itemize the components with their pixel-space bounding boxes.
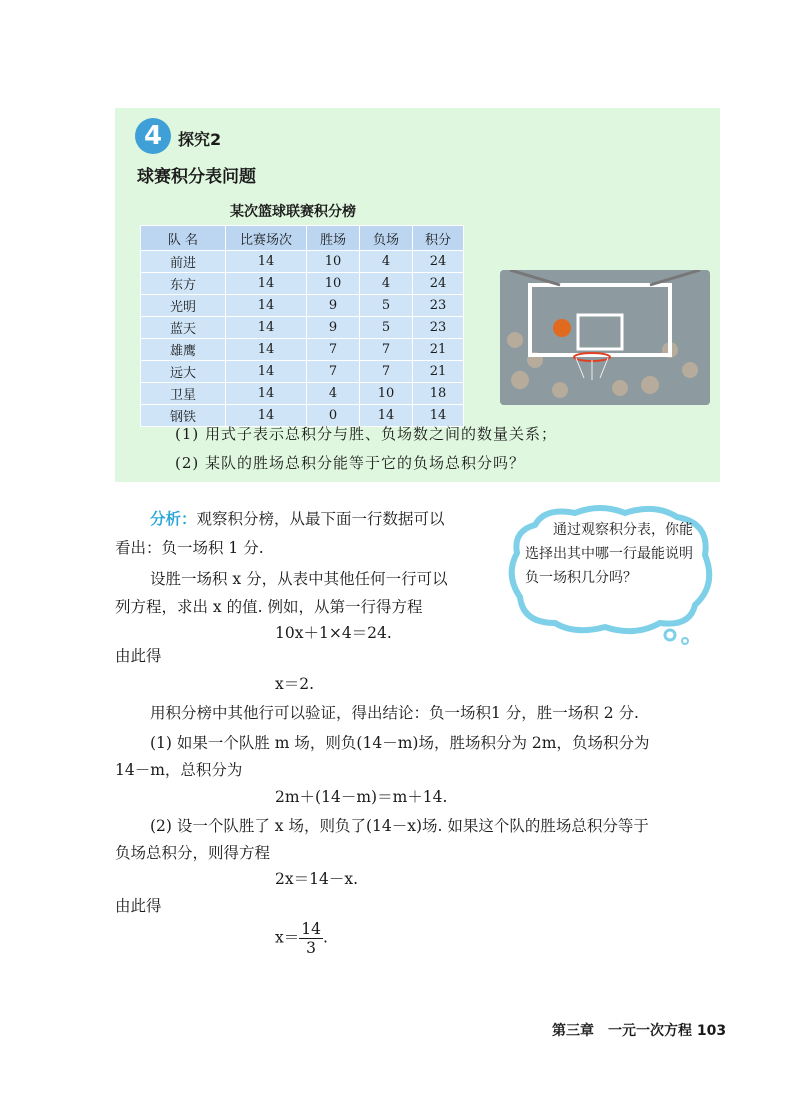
points-cell: 21 bbox=[413, 361, 464, 383]
assume-line-1: 设胜一场积 x 分，从表中其他任何一行可以 bbox=[150, 570, 448, 588]
assume-line-2: 列方程，求出 x 的值. 例如，从第一行得方程 bbox=[115, 598, 423, 616]
table-row bbox=[141, 295, 464, 317]
games-cell: 14 bbox=[226, 383, 307, 405]
games-cell: 14 bbox=[226, 273, 307, 295]
points-cell: 23 bbox=[413, 317, 464, 339]
losses-cell: 4 bbox=[360, 273, 413, 295]
equation-3: 2m＋(14－m)＝m＋14. bbox=[275, 788, 448, 806]
thus-2: 由此得 bbox=[115, 897, 162, 915]
eq5-lhs: x＝ bbox=[275, 928, 300, 947]
question-2: (2) 某队的胜场总积分能等于它的负场总积分吗？ bbox=[175, 454, 526, 472]
basketball-photo bbox=[500, 270, 710, 405]
header-wins: 胜场 bbox=[307, 226, 360, 251]
table-row bbox=[141, 361, 464, 383]
games-cell: 14 bbox=[226, 361, 307, 383]
thus-1: 由此得 bbox=[115, 647, 162, 665]
losses-cell: 14 bbox=[360, 405, 413, 427]
losses-cell: 7 bbox=[360, 361, 413, 383]
table-caption: 某次篮球联赛积分榜 bbox=[230, 204, 356, 220]
points-cell: 18 bbox=[413, 383, 464, 405]
losses-cell: 5 bbox=[360, 317, 413, 339]
explore-subtitle: 球赛积分表问题 bbox=[137, 167, 256, 187]
part2-line-2: 负场总积分，则得方程 bbox=[115, 844, 271, 862]
question-1: (1) 用式子表示总积分与胜、负场数之间的数量关系； bbox=[175, 425, 558, 443]
wins-cell: 7 bbox=[307, 361, 360, 383]
wins-cell: 10 bbox=[307, 251, 360, 273]
analysis-text: 观察积分榜，从最下面一行数据可以 bbox=[196, 510, 445, 528]
analysis-line-2: 看出：负一场积 1 分. bbox=[115, 539, 264, 557]
wins-cell: 7 bbox=[307, 339, 360, 361]
bubble-text: 通过观察积分表，你能选择出其中哪一行最能说明负一场积几分吗？ bbox=[525, 522, 693, 586]
header-losses: 负场 bbox=[360, 226, 413, 251]
fraction-denominator: 3 bbox=[306, 939, 317, 957]
games-cell: 14 bbox=[226, 317, 307, 339]
games-cell: 14 bbox=[226, 405, 307, 427]
page-footer: 第三章 一元一次方程 103 bbox=[552, 1023, 727, 1039]
points-cell: 23 bbox=[413, 295, 464, 317]
fraction-numerator: 14 bbox=[301, 920, 321, 938]
games-cell: 14 bbox=[226, 251, 307, 273]
explore-badge: 4 bbox=[135, 118, 171, 154]
team-cell: 钢铁 bbox=[141, 405, 226, 427]
part1-line-1: (1) 如果一个队胜 m 场，则负(14－m)场，胜场积分为 2m，负场积分为 bbox=[150, 734, 650, 752]
table-header-row bbox=[141, 226, 464, 251]
wins-cell: 4 bbox=[307, 383, 360, 405]
wins-cell: 9 bbox=[307, 317, 360, 339]
analysis-label: 分析： bbox=[150, 510, 197, 528]
team-cell: 卫星 bbox=[141, 383, 226, 405]
team-cell: 远大 bbox=[141, 361, 226, 383]
team-cell: 东方 bbox=[141, 273, 226, 295]
team-cell: 光明 bbox=[141, 295, 226, 317]
losses-cell: 7 bbox=[360, 339, 413, 361]
part1-line-2: 14－m，总积分为 bbox=[115, 761, 243, 779]
fraction bbox=[299, 920, 323, 957]
header-team: 队 名 bbox=[141, 226, 226, 251]
part2-line-1: (2) 设一个队胜了 x 场，则负了(14－x)场. 如果这个队的胜场总积分等于 bbox=[150, 817, 649, 835]
explore-label: 探究2 bbox=[178, 130, 222, 149]
eq5-end: . bbox=[322, 928, 328, 947]
games-cell: 14 bbox=[226, 295, 307, 317]
points-cell: 24 bbox=[413, 273, 464, 295]
equation-1: 10x＋1×4＝24. bbox=[275, 624, 392, 642]
equation-2: x＝2. bbox=[275, 675, 315, 693]
losses-cell: 10 bbox=[360, 383, 413, 405]
equation-5 bbox=[275, 920, 328, 957]
points-cell: 21 bbox=[413, 339, 464, 361]
conclusion-line: 用积分榜中其他行可以验证，得出结论：负一场积1 分，胜一场积 2 分. bbox=[150, 704, 639, 722]
table-row bbox=[141, 273, 464, 295]
games-cell: 14 bbox=[226, 339, 307, 361]
table-row bbox=[141, 339, 464, 361]
header-games: 比赛场次 bbox=[226, 226, 307, 251]
equation-4: 2x＝14－x. bbox=[275, 870, 358, 888]
team-cell: 蓝天 bbox=[141, 317, 226, 339]
losses-cell: 5 bbox=[360, 295, 413, 317]
wins-cell: 0 bbox=[307, 405, 360, 427]
points-cell: 14 bbox=[413, 405, 464, 427]
team-cell: 雄鹰 bbox=[141, 339, 226, 361]
analysis-line-1 bbox=[150, 509, 445, 529]
header-points: 积分 bbox=[413, 226, 464, 251]
team-cell: 前进 bbox=[141, 251, 226, 273]
score-table bbox=[140, 225, 464, 427]
points-cell: 24 bbox=[413, 251, 464, 273]
table-row bbox=[141, 383, 464, 405]
table-row bbox=[141, 251, 464, 273]
losses-cell: 4 bbox=[360, 251, 413, 273]
table-row bbox=[141, 317, 464, 339]
wins-cell: 9 bbox=[307, 295, 360, 317]
wins-cell: 10 bbox=[307, 273, 360, 295]
